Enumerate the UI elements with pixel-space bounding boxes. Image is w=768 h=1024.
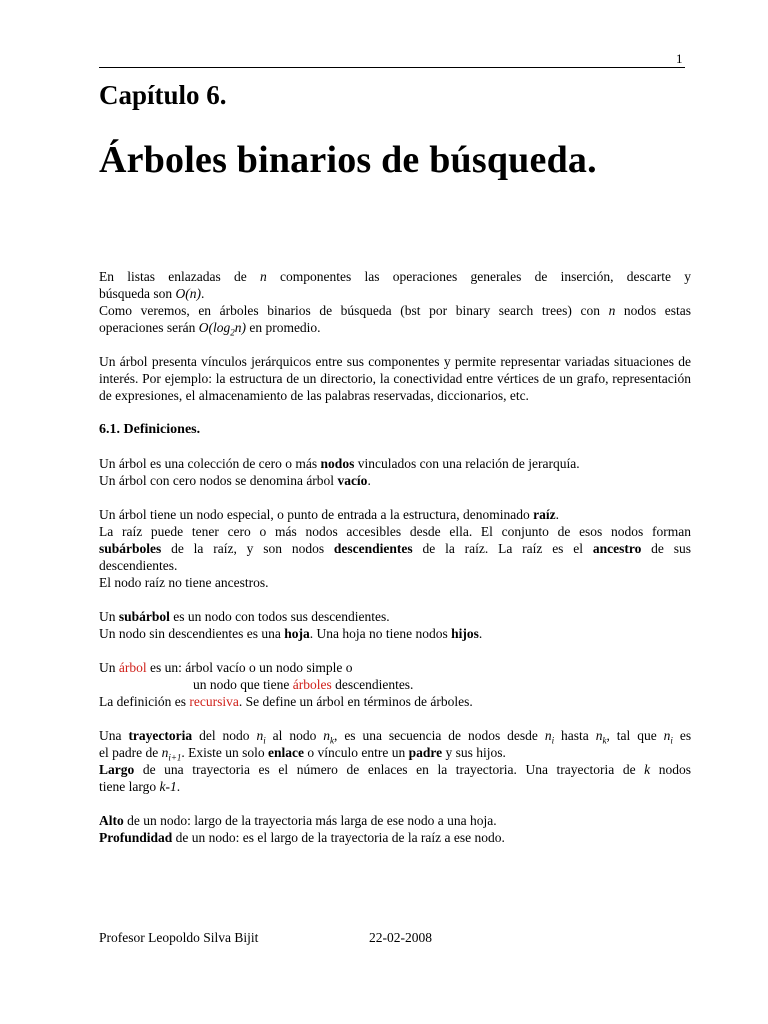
chapter-title: Árboles binarios de búsqueda. — [99, 139, 597, 181]
chapter-heading: Capítulo 6. — [99, 80, 227, 110]
trees-paragraph: Un árbol presenta vínculos jerárquicos entre sus componentes y permite representar variadas situaciones de interés. Por ejemplo: la estructura de un directorio, la conectividad entre vértices de un grafo, representación de expresiones, el almacenamiento de las palabras reservadas, diccionarios, etc. — [99, 354, 691, 403]
definition-height-depth: Alto de un nodo: largo de la trayectoria más larga de ese nodo a una hoja. Profundidad de un nodo: es el largo de la trayectoria de la raíz a ese nodo. — [99, 813, 505, 845]
page-number: 1 — [676, 51, 683, 66]
intro-paragraph: En listas enlazadas de n componentes las operaciones generales de inserción, descarte y búsqueda son O(n). Como veremos, en árboles binarios de búsqueda (bst por binary search trees) con n nodos estas operaciones serán $O(\log_2n)$ en promedio. — [99, 269, 692, 338]
definition-path: Una trayectoria del nodo $n_i$ al nodo $n_k$, es una secuencia de nodos desde $n_i$ hasta $n_k$, tal que $n_i$ es el padre de $n_{i+1}$. Existe un solo enlace o vínculo entre un padre y sus hijos. Largo de una trayectoria es el número de enlaces en la trayectoria. Una trayectoria de k nodos tiene largo k-1. — [99, 728, 692, 794]
section-heading: 6.1. Definiciones. — [99, 422, 201, 437]
footer-date: 22-02-2008 — [369, 930, 432, 945]
document-body — [99, 268, 691, 863]
header-rule — [99, 67, 685, 68]
definition-recursive: Un árbol es un: árbol vacío o un nodo simple o un nodo que tiene árboles descendientes. La definición es recursiva. Se define un árbol en términos de árboles. — [99, 660, 473, 709]
definition-tree: Un árbol es una colección de cero o más nodos vinculados con una relación de jerarquía. Un árbol con cero nodos se denomina árbol vacío. — [99, 456, 580, 488]
definition-subtree: Un subárbol es un nodo con todos sus descendientes. Un nodo sin descendientes es una hoja. Una hoja no tiene nodos hijos. — [99, 609, 483, 641]
definition-root: Un árbol tiene un nodo especial, o punto de entrada a la estructura, denominado raíz. La raíz puede tener cero o más nodos accesibles desde ella. El conjunto de esos nodos forman subárboles de la raíz, y son nodos descendientes de la raíz. La raíz es el ancestro de sus descendientes. El nodo raíz no tiene ancestros. — [99, 507, 691, 590]
footer-author: Profesor Leopoldo Silva Bijit — [99, 930, 259, 945]
page-footer — [99, 930, 432, 946]
